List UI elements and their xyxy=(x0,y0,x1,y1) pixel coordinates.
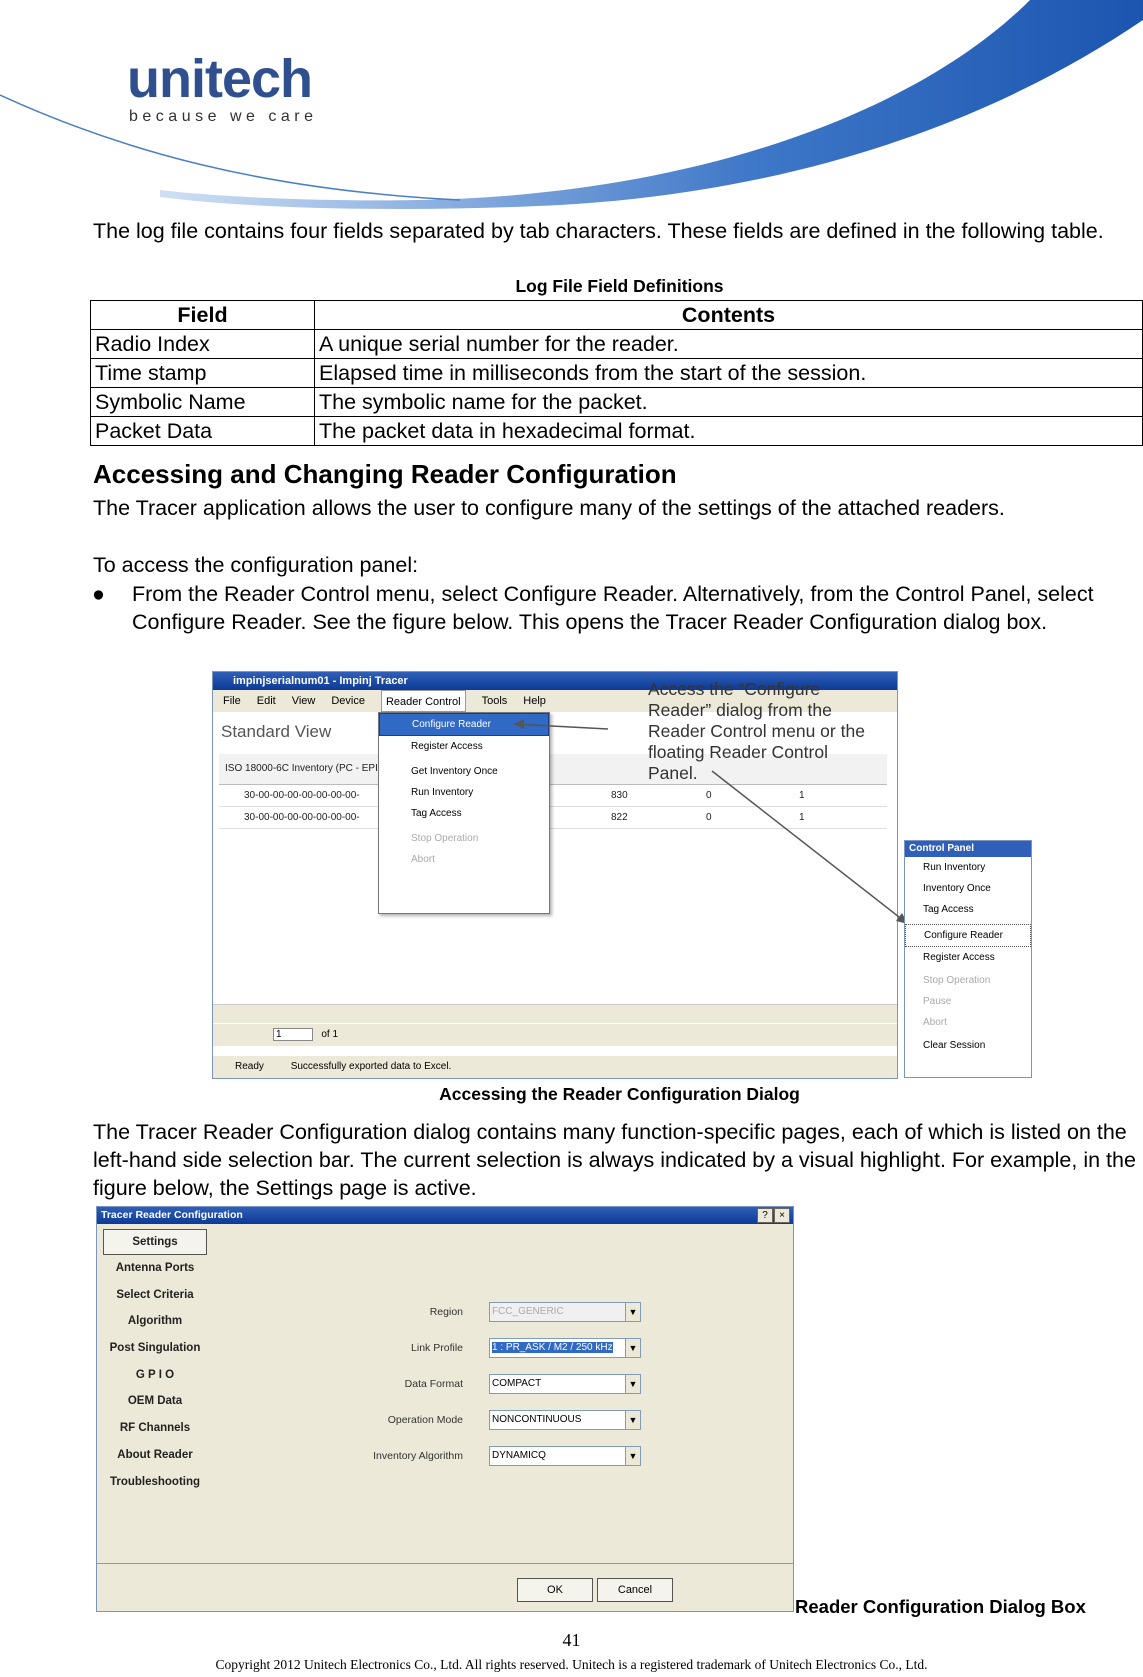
table-row xyxy=(91,359,1143,388)
view-label: Standard View xyxy=(221,722,332,741)
inventory-algorithm-label: Inventory Algorithm xyxy=(373,1450,463,1462)
grid-cell: 30-00-00-00-00-00-00-00- xyxy=(244,790,360,801)
sidebar-item-gpio[interactable]: G P I O xyxy=(135,1368,175,1381)
table-caption: Log File Field Definitions xyxy=(515,276,724,296)
figure1-caption: Accessing the Reader Configuration Dialog xyxy=(439,1084,800,1104)
chevron-down-icon[interactable]: ▼ xyxy=(625,1303,640,1321)
table-cell: Time stamp xyxy=(91,359,315,388)
status-ready: Ready xyxy=(235,1061,264,1072)
sidebar-item-antenna-ports[interactable]: Antenna Ports xyxy=(115,1262,195,1274)
data-format-label: Data Format xyxy=(404,1378,463,1390)
menu-item-abort: Abort xyxy=(411,854,435,865)
cp-abort: Abort xyxy=(923,1017,947,1028)
grid-cell: 0 xyxy=(706,812,712,823)
sidebar-item-rf-channels[interactable]: RF Channels xyxy=(119,1422,191,1435)
inventory-algorithm-select[interactable]: DYNAMICQ xyxy=(489,1446,641,1466)
sidebar-item-select-criteria[interactable]: Select Criteria xyxy=(116,1288,194,1301)
unitech-logo: unitech xyxy=(127,49,313,109)
close-button[interactable]: × xyxy=(774,1208,790,1223)
table-cell: Symbolic Name xyxy=(91,388,315,417)
sidebar-item-about-reader[interactable]: About Reader xyxy=(117,1448,193,1461)
bullet-text: From the Reader Control menu, select Configure Reader. Alternatively, from the Control Panel, select Configure Reader. See the figure below. This opens the Tracer Reader Configuration dialog box. xyxy=(132,582,1094,634)
figure2-caption: Reader Configuration Dialog Box xyxy=(795,1596,1086,1617)
grid-cell: 1 xyxy=(799,790,805,801)
menu-item-stop-operation: Stop Operation xyxy=(411,833,479,844)
dialog-button-bar xyxy=(97,1563,793,1612)
sidebar-item-settings[interactable]: Settings xyxy=(103,1229,207,1255)
grid-cell: 822 xyxy=(611,812,628,823)
menu-item-run-inventory[interactable]: Run Inventory xyxy=(411,787,474,798)
table-header-cell: Field xyxy=(91,301,315,330)
bullet-item xyxy=(92,580,1132,636)
cp-stop-operation: Stop Operation xyxy=(923,975,991,986)
selection-bar xyxy=(99,1229,211,1495)
table-cell: The symbolic name for the packet. xyxy=(315,388,1143,417)
table-row xyxy=(91,417,1143,446)
bullet-dot: ● xyxy=(92,582,105,606)
menu-view[interactable]: View xyxy=(291,695,316,707)
menu-item-get-inventory-once[interactable]: Get Inventory Once xyxy=(411,766,498,777)
table-cell: Radio Index xyxy=(91,330,315,359)
table-row xyxy=(91,388,1143,417)
control-panel-title: Control Panel xyxy=(905,841,1031,857)
intro-paragraph: The log file contains four fields separated by tab characters. These fields are defined in the following table. xyxy=(93,219,1104,243)
section-heading: Accessing and Changing Reader Configuration xyxy=(93,459,677,489)
cp-configure-reader[interactable]: Configure Reader xyxy=(905,924,1031,947)
dialog-titlebar: Tracer Reader Configuration xyxy=(97,1207,793,1224)
menu-file[interactable]: File xyxy=(223,695,241,707)
chevron-down-icon[interactable]: ▼ xyxy=(625,1375,640,1393)
table-header-row xyxy=(91,301,1143,330)
menu-help[interactable]: Help xyxy=(523,695,546,707)
section-paragraph: The Tracer application allows the user to configure many of the settings of the attached readers. xyxy=(93,496,1005,520)
instruction-paragraph: To access the configuration panel: xyxy=(93,553,419,577)
help-button[interactable]: ? xyxy=(757,1208,773,1223)
logo-tagline: because we care xyxy=(129,108,318,125)
cp-tag-access[interactable]: Tag Access xyxy=(923,904,974,915)
dialog-description-paragraph: The Tracer Reader Configuration dialog contains many function-specific pages, each of which is listed on the left-hand side selection bar. The current selection is always indicated by a visual highlight. For example, in the figure below, the Settings page is active. xyxy=(93,1120,1136,1200)
page-number: 41 xyxy=(562,1630,581,1650)
menu-reader-control[interactable]: Reader Control xyxy=(381,690,466,712)
sidebar-item-algorithm[interactable]: Algorithm xyxy=(127,1315,183,1328)
chevron-down-icon[interactable]: ▼ xyxy=(625,1339,640,1357)
settings-panel xyxy=(215,1227,789,1561)
menu-item-register-access[interactable]: Register Access xyxy=(411,741,483,752)
grid-cell: 30-00-00-00-00-00-00-00- xyxy=(244,812,360,823)
menu-item-configure-reader[interactable]: Configure Reader xyxy=(379,713,549,736)
grid-cell: 1 xyxy=(799,812,805,823)
callout-body: Access the “Configure Reader” dialog from the Reader Control menu or the floating Reader Control Panel. xyxy=(648,679,865,783)
chevron-down-icon[interactable]: ▼ xyxy=(625,1411,640,1429)
field-row-data-format xyxy=(215,1374,789,1396)
table-header-cell: Contents xyxy=(315,301,1143,330)
link-profile-label: Link Profile xyxy=(411,1342,463,1354)
cp-pause: Pause xyxy=(923,996,952,1007)
operation-mode-label: Operation Mode xyxy=(387,1414,463,1426)
menu-edit[interactable]: Edit xyxy=(256,695,276,707)
cp-run-inventory[interactable]: Run Inventory xyxy=(923,862,986,873)
grid-cell: 830 xyxy=(611,790,628,801)
field-row-inventory-algorithm xyxy=(215,1446,789,1468)
grid-header: ISO 18000-6C Inventory (PC - EPI xyxy=(219,754,887,785)
ok-button[interactable]: OK xyxy=(517,1578,593,1602)
reader-config-dialog xyxy=(96,1206,794,1612)
link-profile-select[interactable]: 1 : PR_ASK / M2 / 250 kHz xyxy=(489,1338,641,1358)
tracer-screenshot xyxy=(212,671,1030,1079)
menu-tools[interactable]: Tools xyxy=(481,695,508,707)
sidebar-item-oem-data[interactable]: OEM Data xyxy=(127,1395,183,1408)
field-row-link-profile xyxy=(215,1338,789,1360)
page-input[interactable]: 1 xyxy=(273,1028,313,1041)
menu-device[interactable]: Device xyxy=(331,695,365,707)
table-cell: Elapsed time in milliseconds from the start of the session. xyxy=(315,359,1143,388)
cp-clear-session[interactable]: Clear Session xyxy=(923,1040,986,1051)
cancel-button[interactable]: Cancel xyxy=(597,1578,673,1602)
field-row-region xyxy=(215,1302,789,1324)
grid-cell: 0 xyxy=(706,790,712,801)
window-titlebar: impinjserialnum01 - Impinj Tracer xyxy=(213,672,897,690)
region-select[interactable]: FCC_GENERIC xyxy=(489,1302,641,1322)
sidebar-item-troubleshooting[interactable]: Troubleshooting xyxy=(109,1475,201,1488)
menu-item-tag-access[interactable]: Tag Access xyxy=(411,808,462,819)
page-count: of 1 xyxy=(321,1029,339,1040)
table-row xyxy=(91,330,1143,359)
field-row-operation-mode xyxy=(215,1410,789,1432)
log-fields-table xyxy=(90,300,1143,446)
control-panel xyxy=(904,840,1032,1078)
region-label: Region xyxy=(429,1306,463,1318)
chevron-down-icon[interactable]: ▼ xyxy=(625,1447,640,1465)
copyright-notice: Copyright 2012 Unitech Electronics Co., Ltd. All rights reserved. Unitech is a registered trademark of Unitech Electronics Co., Ltd. xyxy=(215,1657,928,1672)
table-cell: The packet data in hexadecimal format. xyxy=(315,417,1143,446)
cp-inventory-once[interactable]: Inventory Once xyxy=(923,883,991,894)
data-format-select[interactable]: COMPACT xyxy=(489,1374,641,1394)
table-cell: Packet Data xyxy=(91,417,315,446)
table-cell: A unique serial number for the reader. xyxy=(315,330,1143,359)
operation-mode-select[interactable]: NONCONTINUOUS xyxy=(489,1410,641,1430)
sidebar-item-post-singulation[interactable]: Post Singulation xyxy=(109,1342,201,1355)
status-message: Successfully exported data to Excel. xyxy=(290,1061,452,1072)
cp-register-access[interactable]: Register Access xyxy=(923,952,995,963)
